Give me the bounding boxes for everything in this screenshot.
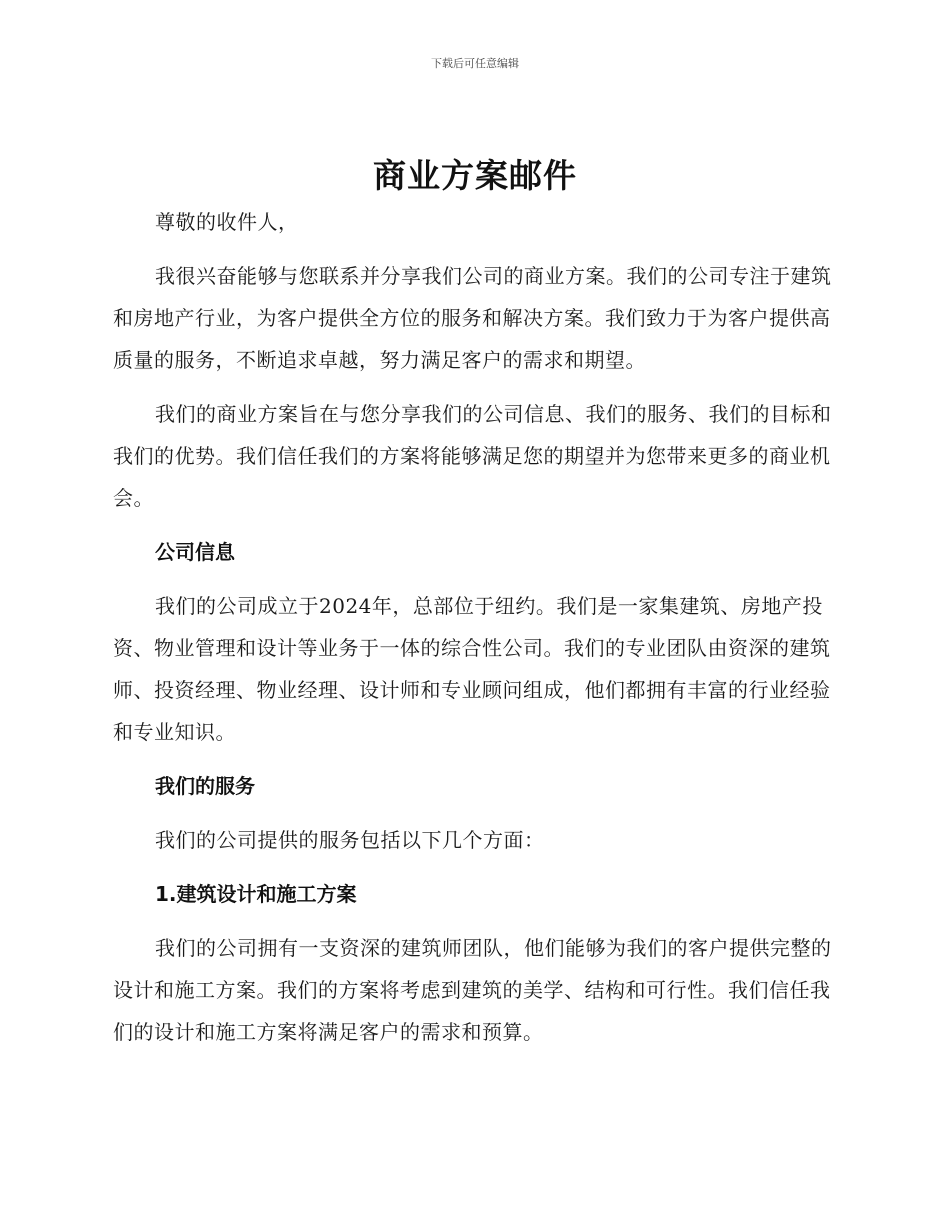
intro-paragraph-2: 我们的商业方案旨在与您分享我们的公司信息、我们的服务、我们的目标和我们的优势。我们信任我们的方案将能够满足您的期望并为您带来更多的商业机会。: [113, 402, 832, 510]
company-info-paragraph: 我们的公司成立于2024年，总部位于纽约。我们是一家集建筑、房地产投资、物业管理和设计等业务于一体的综合性公司。我们的专业团队由资深的建筑师、投资经理、物业经理、设计师和专业顾问组成，他们都拥有丰富的行业经验和专业知识。: [113, 594, 831, 744]
section-heading-service-1: 1.建筑设计和施工方案: [155, 882, 357, 906]
section-heading-services: 我们的服务: [155, 774, 255, 798]
section-heading-company-info: 公司信息: [155, 540, 235, 564]
intro-paragraph-1: 我很兴奋能够与您联系并分享我们公司的商业方案。我们的公司专注于建筑和房地产行业，为客户提供全方位的服务和解决方案。我们致力于为客户提供高质量的服务，不断追求卓越，努力满足客户的需求和期望。: [113, 264, 832, 372]
document-title: 商业方案邮件: [373, 156, 577, 195]
services-intro-paragraph: 我们的公司提供的服务包括以下几个方面：: [155, 828, 545, 852]
salutation: 尊敬的收件人，: [155, 210, 299, 234]
document-body: [113, 201, 835, 1065]
service-1-paragraph: 我们的公司拥有一支资深的建筑师团队，他们能够为我们的客户提供完整的设计和施工方案。我们的方案将考虑到建筑的美学、结构和可行性。我们信任我们的设计和施工方案将满足客户的需求和预算。: [113, 936, 832, 1044]
page-header-note: 下载后可任意编辑: [431, 57, 519, 70]
